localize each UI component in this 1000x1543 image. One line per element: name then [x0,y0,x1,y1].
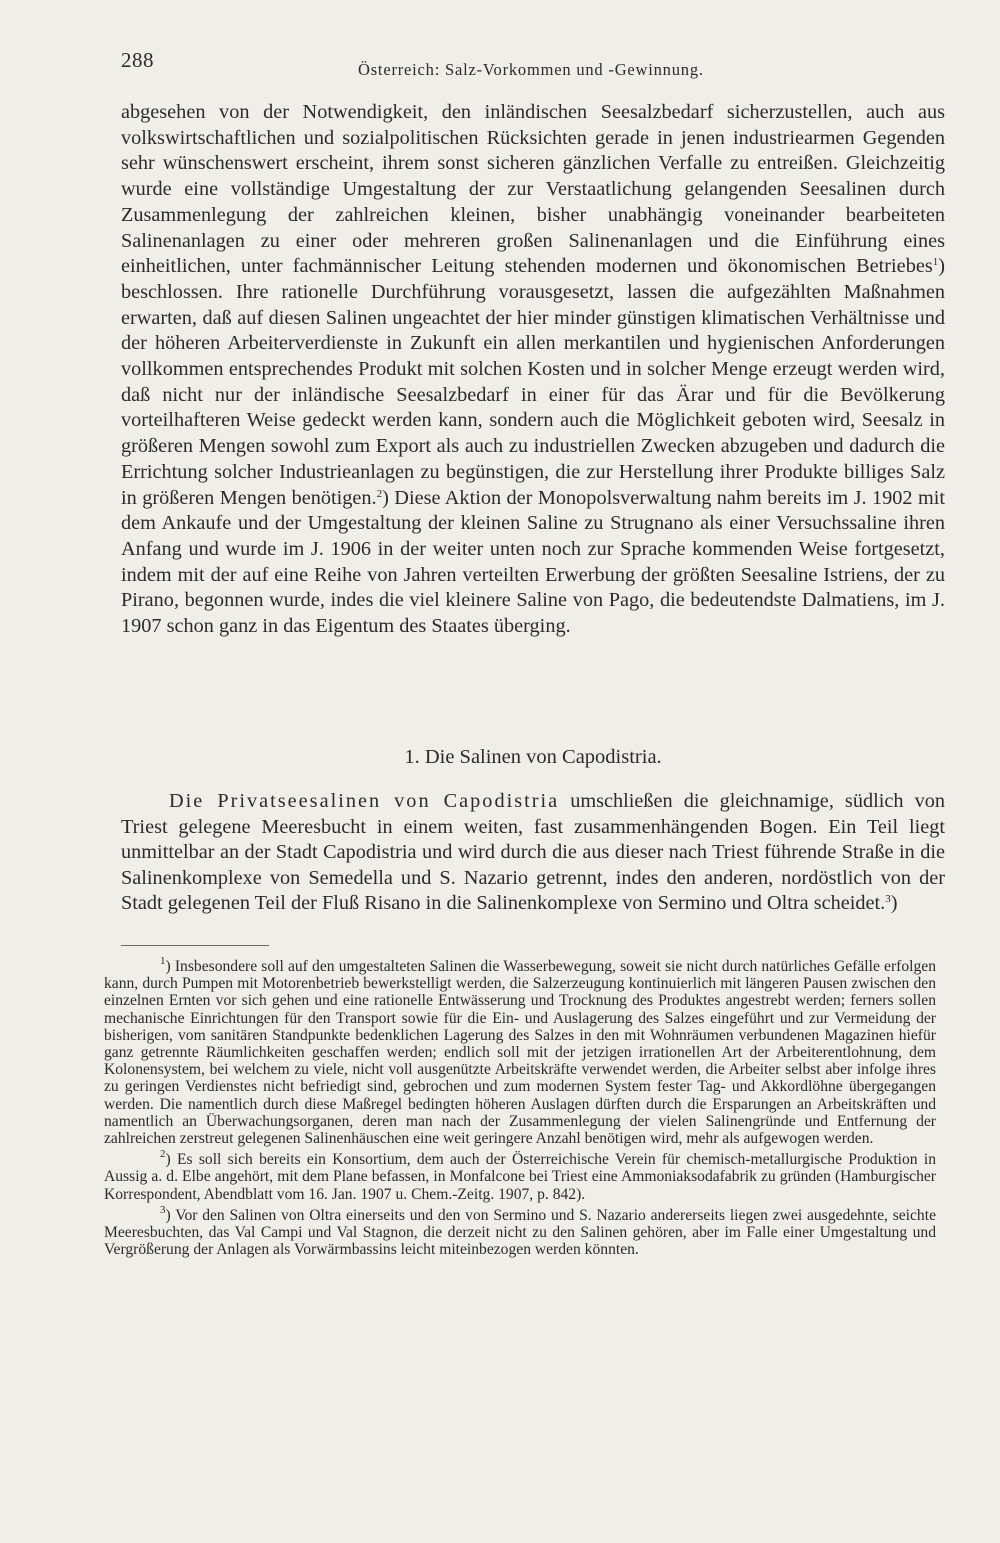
footnote-rule [121,945,269,946]
footnote-text: ) Es soll sich bereits ein Konsortium, dem auch der Österreichische Verein für chemisch-metallurgische Produktion in Aussig a. d. Elbe angehört, mit dem Plane befassen, in Monfalcone bei Triest eine Ammoniaksodafabrik zu gründen (Hamburgischer Korrespondent, Abendblatt vom 16. Jan. 1907 u. Chem.-Zeitg. 1907, p. 842). [104,1151,936,1203]
running-head: Österreich: Salz-Vorkommen und -Gewinnung. [358,60,704,79]
footnote-ref: 3 [885,893,891,906]
paragraph [121,100,945,640]
paragraph: Die Privatseesalinen von Capodistria umschließen die gleichnamige, südlich von Triest gelegene Meeresbucht in einem weiten, fast zusammenhängenden Bogen. Ein Teil liegt unmittelbar an der Stadt Capodistria und wird durch die aus dieser nach Triest führende Straße in die Salinenkomplexe von Semedella und S. Nazario getrennt, indes den anderen, nordöstlich von der Stadt gelegenen Teil der Fluß Risano in die Salinenkomplexe von Sermino und Oltra scheidet.$^3$) [121,790,945,915]
page-number: 288 [121,48,154,72]
footnote [104,1148,936,1203]
footnote-marker: 1 [160,955,166,967]
footnote [104,955,936,1148]
paragraph-text: ) beschlossen. Ihre rationelle Durchführung vorausgesetzt, lassen die aufgezählten Maßnahmen erwarten, daß auf diesen Salinen ungeachtet der hier minder günstigen klimatischen Verhältnisse und der höheren Arbeiterverdienste in Zukunft ein allen merkantilen und hygienischen Anforderungen vollkommen entsprechendes Produkt mit solchen Kosten und in solcher Menge erzeugt werden wird, daß nicht nur der inländische Seesalzbedarf in einer für das Ärar und für die Bevölkerung vorteilhafteren Weise gedeckt werden kann, sondern auch die Möglichkeit geboten wird, Seesalz in größeren Mengen sowohl zum Export als auch zu industriellen Zwecken abzugeben und dadurch die Errichtung solcher Industrieanlagen zu begünstigen, die zur Herstellung ihrer Produkte billiges Salz in größeren Mengen benötigen. [121,255,945,509]
footnote-marker: 3 [160,1203,166,1216]
page-header [121,44,941,84]
footnotes [104,955,936,1262]
footnote-ref: 2 [376,487,383,500]
section-text [121,789,945,917]
footnote-ref: 1 [932,256,939,269]
footnote [104,1203,936,1259]
spaced-lead-text: Die Privatseesalinen von Capodistria [169,790,560,812]
paragraph-text: abgesehen von der Notwendigkeit, den inländischen Seesalzbedarf sicherzustellen, auch aus volkswirtschaftlichen und sozialpolitischen Rücksichten gerade in jenen industriearmen Gegenden sehr wünschenswert erscheint, ihrem sonst sicheren gänzlichen Verfalle zu entreißen. Gleichzeitig wurde eine vollständige Umgestaltung der zur Verstaatlichung gelangenden Seesalinen durch Zusammenlegung der zahlreichen kleinen, bisher unabhängig voneinander bearbeiteten Salinenanlagen zu einer oder mehreren großen Salinenanlagen und die Einführung eines einheitlichen, unter fachmännischer Leitung stehenden modernen und ökonomischen Betriebes [121,101,945,278]
footnote-text: ) Insbesondere soll auf den umgestalteten Salinen die Wasserbewegung, soweit sie nicht durch natürliches Gefälle erfolgen kann, durch Pumpen mit Motorenbetrieb bewerkstelligt werden, die Salzerzeugung kontinuierlich mit längeren Pausen zwischen den einzelnen Ernten vor sich gehen und eine rationelle Entwässerung und Trocknung des Produktes angestrebt werden; ferners sollen mechanische Einrichtungen für den Transport sowie für die Ein- und Auslagerung des Salzes eingeführt und zur Vermeidung der bisherigen, vom sanitären Standpunkte bedenklichen Lagerung des Salzes in den mit Wohnräumen verbundenen Magazinen hiefür ganz getrennte Räumlichkeiten geschaffen werden; endlich soll mit der jetzigen irrationellen Art der Arbeiterentlohnung, dem Kolonensystem, bei welchem zu viele, nicht voll ausgenützte Arbeitskräfte verwendet werden, die Arbeiter selbst aber infolge ihres zu geringen Verdienstes nicht befriedigt sind, gebrochen und zum modernen System fester Tag- und Akkordlöhne übergegangen werden. Die namentlich durch diese Maßregel bedingten höheren Auslagen dürften durch die Ersparungen an Arbeitskräften und namentlich an Überwachungsorganen, deren man nach der Zusammenlegung der vielen Salinengründe und Entfernung der zahlreichen zerstreut gelegenen Salinenhäuschen eine weit geringere Anzahl benötigen wird, mehr als aufgewogen werden. [104,958,936,1148]
footnote-text: ) Vor den Salinen von Oltra einerseits und den von Sermino und S. Nazario andererseits liegen zwei ausgedehnte, seichte Meeresbuchten, das Val Campi und Val Stagnon, die derzeit nicht zu den Salinen gehören, aber im Falle einer Umgestaltung und Vergrößerung der Anlagen als Vorwärmbassins leicht miteinbezogen werden könnten. [104,1206,936,1259]
main-text [121,100,945,640]
section-heading: 1. Die Salinen von Capodistria. [404,746,662,768]
paragraph-text: ) Diese Aktion der Monopolsverwaltung nahm bereits im J. 1902 mit dem Ankaufe und der Umgestaltung der kleinen Saline zu Strugnano als einer Versuchssaline ihren Anfang und wurde im J. 1906 in der weiter unten noch zur Sprache kommenden Weise fortgesetzt, indem mit der auf eine Reihe von Jahren verteilten Erwerbung der größten Seesaline Istriens, der zu Pirano, begonnen wurde, indes die viel kleinere Saline von Pago, die bedeutendste Dalmatiens, im J. 1907 schon ganz in das Eigentum des Staates überging. [121,486,945,638]
footnote-marker: 2 [160,1148,166,1161]
paragraph-text: umschließen die gleichnamige, südlich von Triest gelegene Meeresbucht in einem weiten, fast zusammenhängenden Bogen. Ein Teil liegt unmittelbar an der Stadt Capodistria und wird durch die aus dieser nach Triest führende Straße in die Salinenkomplexe von Semedella und S. Nazario getrennt, indes den anderen, nordöstlich von der Stadt gelegenen Teil der Fluß Risano in die Salinenkomplexe von Sermino und Oltra scheidet. [121,790,945,915]
